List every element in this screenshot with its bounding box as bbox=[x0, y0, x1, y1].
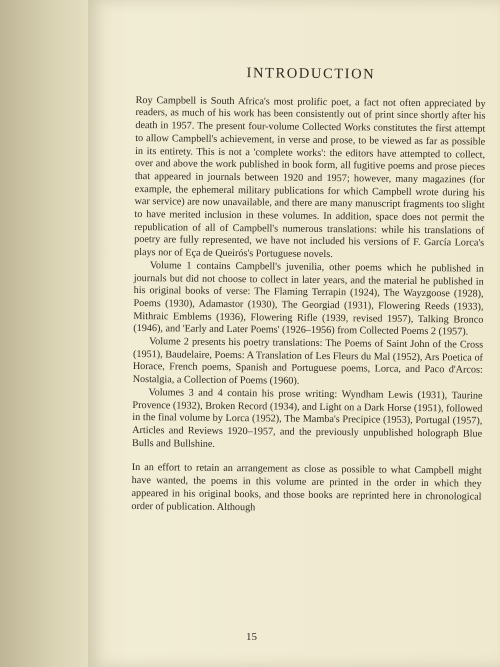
page-title: INTRODUCTION bbox=[246, 65, 376, 83]
paragraph-4: Volumes 3 and 4 contain his prose writing: Wyndham Lewis (1931), Taurine Provence (1932), Broken Record (1934), and Light on a Dark Horse (1951), followed in the final volume by Lorca (1952), The Mamba's Precipice (1953), Portugal (1957), Articles and Reviews 1920–1957, and the previously unpublished holograph Blue Bulls and Bullshine. bbox=[131, 387, 483, 450]
paragraph-2: Volume 1 contains Campbell's juvenilia, other poems which he published in journals but did not choose to collect in later years, and the material he published in his original books of verse: The Flaming Terrapin (1924), The Wayzgoose (1928), Poems (1930), Adamastor (1930), The Georgiad (1931), Flowering Reeds (1933), Mithraic Emblems (1936), Flowering Rifle (1939, revised 1957), Talking Bronco (1946), and 'Early and Later Poems' (1926–1956) from Collected Poems 2 (1957). bbox=[133, 260, 484, 338]
page-number: 15 bbox=[246, 631, 257, 643]
paragraph-3: Volume 2 presents his poetry translations: The Poems of Saint John of the Cross (1951), Baudelaire, Poems: A Translation of Les Fleurs du Mal (1952), Ars Poetica of Horace, French poems, Spanish and Portuguese poems, Lorca, and Paco d'Arcos: Nostalgia, a Collection of Poems (1960). bbox=[132, 336, 484, 387]
paragraph-5: In an effort to retain an arrangement as close as possible to what Campbell might have wanted, the poems in this volume are printed in the order in which they appeared in his original books, and those books are reprinted here in chronological order of publication. Although bbox=[131, 462, 482, 513]
page-content bbox=[131, 66, 486, 517]
book-gutter bbox=[0, 0, 95, 667]
paragraph-1: Roy Campbell is South Africa's most prolific poet, a fact not often appreciated by readers, as much of his work has been consistently out of print since shortly after his death in 1957. The present four-volume Collected Works constitutes the first attempt to allow Campbell's achievement, in verse and prose, to be viewed as far as possible in its entirety. This is not a 'complete works': the editors have attempted to collect, over and above the work published in book form, all fugitive poems and prose pieces that appeared in journals between 1920 and 1957; however, many magazines (for example, the ephemeral military publications for which Campbell wrote during his war service) are now unavailable, and there are many manuscript fragments too slight to have merited inclusion in these volumes. In addition, space does not permit the republication of all of Campbell's numerous translations: while his translations of poetry are fully represented, we have not included his versions of F. García Lorca's plays nor of Eça de Queirós's Portuguese novels. bbox=[133, 94, 486, 261]
book-page bbox=[88, 0, 500, 667]
